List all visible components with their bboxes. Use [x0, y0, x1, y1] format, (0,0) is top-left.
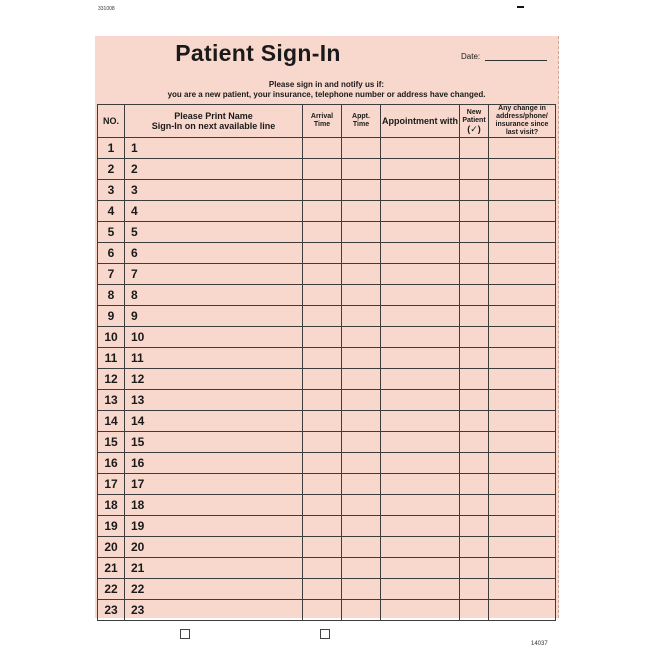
row-number: 6 — [98, 243, 125, 264]
new-patient-cell[interactable] — [460, 138, 489, 159]
appt-time-cell[interactable] — [342, 348, 381, 369]
corner-code: 331008 — [98, 6, 115, 12]
table-row — [98, 180, 556, 201]
appointment-with-cell[interactable] — [381, 348, 460, 369]
any-change-cell[interactable] — [489, 495, 556, 516]
header-appointment-with: Appointment with — [381, 105, 460, 138]
row-number: 19 — [98, 516, 125, 537]
name-cell[interactable]: 16 — [125, 453, 303, 474]
arrival-time-cell[interactable] — [303, 201, 342, 222]
new-patient-cell[interactable] — [460, 222, 489, 243]
table-row — [98, 558, 556, 579]
notice-text — [95, 80, 558, 100]
table-row — [98, 348, 556, 369]
row-number: 5 — [98, 222, 125, 243]
any-change-cell[interactable] — [489, 537, 556, 558]
name-cell[interactable]: 7 — [125, 264, 303, 285]
name-cell[interactable]: 23 — [125, 600, 303, 621]
header-name — [125, 105, 303, 138]
footer-checkbox-left[interactable] — [180, 629, 190, 639]
table-row — [98, 138, 556, 159]
new-patient-cell[interactable] — [460, 159, 489, 180]
name-cell[interactable]: 22 — [125, 579, 303, 600]
header-appt-time — [342, 105, 381, 138]
sign-in-table — [97, 104, 556, 621]
appointment-with-cell[interactable] — [381, 453, 460, 474]
any-change-cell[interactable] — [489, 369, 556, 390]
name-cell[interactable]: 20 — [125, 537, 303, 558]
appointment-with-cell[interactable] — [381, 222, 460, 243]
table-row — [98, 537, 556, 558]
appointment-with-cell[interactable] — [381, 285, 460, 306]
appointment-with-cell[interactable] — [381, 327, 460, 348]
header-appt-line-2: Time — [352, 121, 370, 128]
appt-time-cell[interactable] — [342, 390, 381, 411]
any-change-cell[interactable] — [489, 327, 556, 348]
name-cell[interactable]: 15 — [125, 432, 303, 453]
appt-time-cell[interactable] — [342, 432, 381, 453]
row-number: 16 — [98, 453, 125, 474]
arrival-time-cell[interactable] — [303, 138, 342, 159]
any-change-cell[interactable] — [489, 159, 556, 180]
table-row — [98, 243, 556, 264]
arrival-time-cell[interactable] — [303, 243, 342, 264]
new-patient-cell[interactable] — [460, 537, 489, 558]
table-row — [98, 264, 556, 285]
arrival-time-cell[interactable] — [303, 579, 342, 600]
appointment-with-cell[interactable] — [381, 579, 460, 600]
row-number: 10 — [98, 327, 125, 348]
any-change-cell[interactable] — [489, 453, 556, 474]
new-patient-cell[interactable] — [460, 558, 489, 579]
new-patient-cell[interactable] — [460, 306, 489, 327]
name-cell[interactable]: 2 — [125, 159, 303, 180]
table-row — [98, 474, 556, 495]
table-row — [98, 327, 556, 348]
appointment-with-cell[interactable] — [381, 516, 460, 537]
header-any-change — [489, 105, 556, 138]
appointment-with-cell[interactable] — [381, 306, 460, 327]
header-new-patient — [460, 105, 489, 138]
appt-time-cell[interactable] — [342, 159, 381, 180]
name-cell[interactable]: 4 — [125, 201, 303, 222]
arrival-time-cell[interactable] — [303, 558, 342, 579]
row-number: 3 — [98, 180, 125, 201]
appointment-with-cell[interactable] — [381, 537, 460, 558]
new-patient-cell[interactable] — [460, 516, 489, 537]
table-row — [98, 411, 556, 432]
row-number: 9 — [98, 306, 125, 327]
appt-time-cell[interactable] — [342, 264, 381, 285]
footer-checkbox-right[interactable] — [320, 629, 330, 639]
new-patient-cell[interactable] — [460, 327, 489, 348]
corner-dash-mark — [517, 6, 524, 8]
name-cell[interactable]: 21 — [125, 558, 303, 579]
any-change-cell[interactable] — [489, 201, 556, 222]
table-row — [98, 369, 556, 390]
new-patient-cell[interactable] — [460, 390, 489, 411]
row-number: 22 — [98, 579, 125, 600]
row-number: 13 — [98, 390, 125, 411]
header-arrival-line-2: Time — [313, 121, 331, 128]
new-patient-cell[interactable] — [460, 600, 489, 621]
appt-time-cell[interactable] — [342, 537, 381, 558]
arrival-time-cell[interactable] — [303, 327, 342, 348]
name-cell[interactable]: 12 — [125, 369, 303, 390]
table-row — [98, 579, 556, 600]
name-cell[interactable]: 10 — [125, 327, 303, 348]
table-row — [98, 159, 556, 180]
appt-time-cell[interactable] — [342, 327, 381, 348]
arrival-time-cell[interactable] — [303, 474, 342, 495]
any-change-cell[interactable] — [489, 306, 556, 327]
notice-line-2: you are a new patient, your insurance, telephone number or address have changed. — [167, 90, 486, 99]
arrival-time-cell[interactable] — [303, 159, 342, 180]
header-name-line-2: Sign-In on next available line — [151, 121, 276, 131]
new-patient-cell[interactable] — [460, 474, 489, 495]
row-number: 4 — [98, 201, 125, 222]
name-cell[interactable]: 5 — [125, 222, 303, 243]
appt-time-cell[interactable] — [342, 138, 381, 159]
row-number: 21 — [98, 558, 125, 579]
new-patient-cell[interactable] — [460, 348, 489, 369]
appt-time-cell[interactable] — [342, 369, 381, 390]
new-patient-cell[interactable] — [460, 243, 489, 264]
appointment-with-cell[interactable] — [381, 474, 460, 495]
date-label: Date: — [461, 52, 481, 61]
row-number: 23 — [98, 600, 125, 621]
arrival-time-cell[interactable] — [303, 306, 342, 327]
header-name-line-1: Please Print Name — [174, 111, 253, 121]
any-change-cell[interactable] — [489, 474, 556, 495]
row-number: 20 — [98, 537, 125, 558]
any-change-cell[interactable] — [489, 264, 556, 285]
row-number: 7 — [98, 264, 125, 285]
row-number: 11 — [98, 348, 125, 369]
new-patient-cell[interactable] — [460, 264, 489, 285]
arrival-time-cell[interactable] — [303, 180, 342, 201]
new-patient-cell[interactable] — [460, 411, 489, 432]
table-header-row — [98, 105, 556, 138]
any-change-cell[interactable] — [489, 411, 556, 432]
arrival-time-cell[interactable] — [303, 516, 342, 537]
header-change-line-3: insurance since — [495, 121, 549, 128]
appt-time-cell[interactable] — [342, 600, 381, 621]
any-change-cell[interactable] — [489, 180, 556, 201]
name-cell[interactable]: 13 — [125, 390, 303, 411]
new-patient-cell[interactable] — [460, 369, 489, 390]
new-patient-cell[interactable] — [460, 201, 489, 222]
new-patient-cell[interactable] — [460, 180, 489, 201]
any-change-cell[interactable] — [489, 600, 556, 621]
appt-time-cell[interactable] — [342, 306, 381, 327]
row-number: 12 — [98, 369, 125, 390]
row-number: 15 — [98, 432, 125, 453]
appointment-with-cell[interactable] — [381, 369, 460, 390]
appointment-with-cell[interactable] — [381, 264, 460, 285]
header-appt-line-1: Appt. — [352, 113, 370, 120]
table-row — [98, 390, 556, 411]
new-patient-cell[interactable] — [460, 432, 489, 453]
appointment-with-cell[interactable] — [381, 411, 460, 432]
header-change-line-2: address/phone/ — [496, 113, 548, 120]
appt-time-cell[interactable] — [342, 558, 381, 579]
arrival-time-cell[interactable] — [303, 411, 342, 432]
arrival-time-cell[interactable] — [303, 390, 342, 411]
appointment-with-cell[interactable] — [381, 558, 460, 579]
appt-time-cell[interactable] — [342, 201, 381, 222]
table-row — [98, 306, 556, 327]
arrival-time-cell[interactable] — [303, 222, 342, 243]
appt-time-cell[interactable] — [342, 180, 381, 201]
row-number: 1 — [98, 138, 125, 159]
table-row — [98, 432, 556, 453]
arrival-time-cell[interactable] — [303, 432, 342, 453]
row-number: 2 — [98, 159, 125, 180]
any-change-cell[interactable] — [489, 579, 556, 600]
any-change-cell[interactable] — [489, 390, 556, 411]
any-change-cell[interactable] — [489, 243, 556, 264]
table-row — [98, 495, 556, 516]
any-change-cell[interactable] — [489, 348, 556, 369]
name-cell[interactable]: 9 — [125, 306, 303, 327]
appt-time-cell[interactable] — [342, 453, 381, 474]
appt-time-cell[interactable] — [342, 495, 381, 516]
table-row — [98, 201, 556, 222]
new-patient-cell[interactable] — [460, 285, 489, 306]
header-new-line-2: Patient — [462, 117, 486, 124]
name-cell[interactable]: 1 — [125, 138, 303, 159]
table-row — [98, 516, 556, 537]
appointment-with-cell[interactable] — [381, 180, 460, 201]
arrival-time-cell[interactable] — [303, 537, 342, 558]
name-cell[interactable]: 19 — [125, 516, 303, 537]
arrival-time-cell[interactable] — [303, 285, 342, 306]
header-change-line-4: last visit? — [505, 129, 539, 136]
header-change-line-1: Any change in — [498, 105, 546, 112]
name-cell[interactable]: 14 — [125, 411, 303, 432]
appointment-with-cell[interactable] — [381, 159, 460, 180]
appointment-with-cell[interactable] — [381, 390, 460, 411]
appt-time-cell[interactable] — [342, 285, 381, 306]
name-cell[interactable]: 11 — [125, 348, 303, 369]
appointment-with-cell[interactable] — [381, 600, 460, 621]
appt-time-cell[interactable] — [342, 579, 381, 600]
date-field-line[interactable] — [485, 60, 547, 61]
appointment-with-cell[interactable] — [381, 138, 460, 159]
arrival-time-cell[interactable] — [303, 453, 342, 474]
table-row — [98, 222, 556, 243]
table-row — [98, 453, 556, 474]
header-arrival-line-1: Arrival — [310, 113, 334, 120]
arrival-time-cell[interactable] — [303, 348, 342, 369]
row-number: 17 — [98, 474, 125, 495]
arrival-time-cell[interactable] — [303, 495, 342, 516]
row-number: 8 — [98, 285, 125, 306]
any-change-cell[interactable] — [489, 222, 556, 243]
table-row — [98, 285, 556, 306]
check-mark-icon: (✓) — [467, 124, 481, 134]
appointment-with-cell[interactable] — [381, 495, 460, 516]
any-change-cell[interactable] — [489, 138, 556, 159]
any-change-cell[interactable] — [489, 285, 556, 306]
appt-time-cell[interactable] — [342, 411, 381, 432]
header-arrival-time — [303, 105, 342, 138]
name-cell[interactable]: 17 — [125, 474, 303, 495]
any-change-cell[interactable] — [489, 432, 556, 453]
name-cell[interactable]: 18 — [125, 495, 303, 516]
arrival-time-cell[interactable] — [303, 264, 342, 285]
appt-time-cell[interactable] — [342, 516, 381, 537]
footer-code: 14037 — [531, 641, 548, 647]
appointment-with-cell[interactable] — [381, 201, 460, 222]
header-new-line-1: New — [466, 109, 482, 116]
row-number: 18 — [98, 495, 125, 516]
name-cell[interactable]: 6 — [125, 243, 303, 264]
any-change-cell[interactable] — [489, 516, 556, 537]
row-number: 14 — [98, 411, 125, 432]
appt-time-cell[interactable] — [342, 243, 381, 264]
new-patient-cell[interactable] — [460, 453, 489, 474]
new-patient-cell[interactable] — [460, 579, 489, 600]
form-title: Patient Sign-In — [175, 40, 341, 66]
appt-time-cell[interactable] — [342, 474, 381, 495]
any-change-cell[interactable] — [489, 558, 556, 579]
arrival-time-cell[interactable] — [303, 369, 342, 390]
name-cell[interactable]: 3 — [125, 180, 303, 201]
notice-line-1: Please sign in and notify us if: — [268, 80, 385, 89]
header-no: NO. — [98, 105, 125, 138]
appointment-with-cell[interactable] — [381, 243, 460, 264]
table-body — [98, 138, 556, 621]
table-row — [98, 600, 556, 621]
appointment-with-cell[interactable] — [381, 432, 460, 453]
appt-time-cell[interactable] — [342, 222, 381, 243]
arrival-time-cell[interactable] — [303, 600, 342, 621]
name-cell[interactable]: 8 — [125, 285, 303, 306]
new-patient-cell[interactable] — [460, 495, 489, 516]
